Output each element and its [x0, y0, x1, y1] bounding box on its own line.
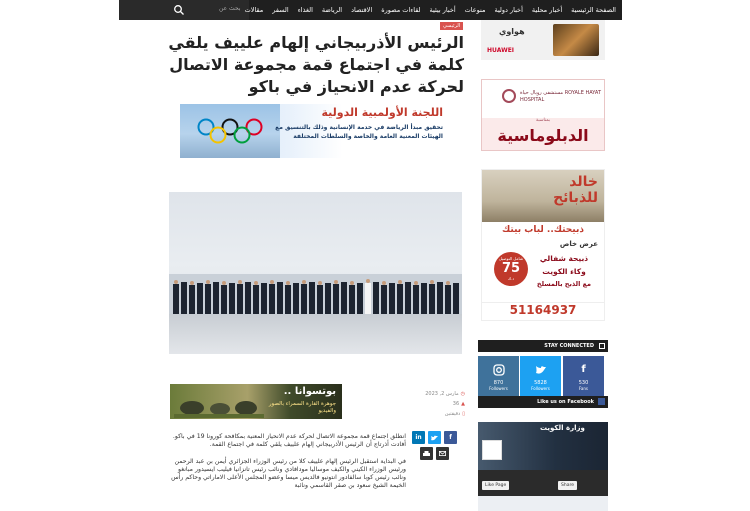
nav-item-economy[interactable]: الاقتصاد [351, 6, 373, 14]
article-title: الرئيس الأذربيجاني إلهام علييف يلقي كلمة في اجتماع قمة مجموعة الاتصال لحركة عدم الانحياز في باكو [168, 33, 464, 96]
hospital-ad-occasion: بمناسبة [535, 118, 551, 123]
sheep-ad-offer: عرض خاص [559, 240, 598, 248]
share-print-button[interactable] [420, 447, 433, 460]
twitter-count: 5828 [534, 380, 547, 386]
instagram-label: Followers [489, 386, 508, 391]
khaled-slaughter-ad[interactable] [481, 169, 605, 321]
twitter-icon [431, 435, 438, 441]
article-date: ◷مارس 2, 2023 [425, 391, 465, 397]
huawei-logo: HUAWEI [487, 47, 515, 54]
sheep-price-badge: شامل التوصيل 75 د.ك [494, 252, 528, 286]
sheep-ad-tagline: ذبيحتك.. لباب بيتك [502, 225, 584, 235]
share-twitter-button[interactable] [428, 431, 441, 444]
article-body [170, 433, 406, 499]
article-paragraph: في البداية استقبل الرئيس إلهام علييف كلا من رئيس الوزراء الجزائري أيمن بن عبد الرحمن ورئيس الوزراء الكيني والكيف موساليا مودافادي ونائب رئيس تانزانيا فيليب ايسيدور مبانغو ونائب رئيس كوبا سالفادور انتونيو فالديس ميسا وعضو المجلس الأعلى الاماراتي وحاكم رأس الخيمة الشيخ سعود بن صقر القاسمي ونائبة [171, 457, 406, 490]
elephants-image [174, 394, 264, 418]
book-icon: ▯ [462, 411, 465, 417]
photo-floor [169, 314, 462, 354]
hospital-logo-icon [502, 89, 516, 103]
facebook-page-widget[interactable] [478, 422, 608, 511]
nav-item-sports[interactable]: الرياضة [321, 6, 343, 14]
facebook-icon: f [449, 434, 452, 441]
facebook-like-page-button[interactable]: Like Page [482, 481, 509, 490]
top-navigation-bar [119, 0, 622, 20]
linkedin-icon: in [415, 434, 422, 441]
huawei-ad-word: هواوي [499, 27, 525, 36]
article-views: ▲36 [452, 401, 465, 407]
nav-item-environment[interactable]: أخبار بيئية [429, 6, 456, 14]
search-box[interactable] [119, 0, 249, 20]
sheep-ad-product-1: ذبيحة شفالي [539, 254, 589, 263]
facebook-share-button[interactable]: Share [558, 481, 577, 490]
sheep-ad-product-3: مع الذبح بالمسلخ [536, 280, 592, 288]
article-read-time: ▯دقيقتين [444, 411, 465, 417]
royale-hayat-hospital-ad[interactable] [481, 79, 605, 151]
facebook-icon [598, 398, 605, 405]
instagram-icon [493, 364, 505, 376]
share-email-button[interactable] [436, 447, 449, 460]
facebook-posts-area [478, 496, 608, 511]
email-icon [439, 451, 446, 456]
twitter-label: Followers [531, 386, 550, 391]
facebook-page-avatar[interactable] [482, 440, 502, 460]
facebook-label: Fans [578, 386, 588, 391]
olympic-rings-icon [194, 118, 266, 144]
instagram-count: 870 [493, 380, 504, 386]
sheep-ad-product-2: وكاء الكويت [542, 267, 586, 276]
print-icon [423, 451, 430, 457]
like-on-facebook-title: Like us on Facebook [537, 399, 594, 405]
botswana-ad-subtitle: جوهرة القارة السمراء بالصور والفيديو [268, 401, 336, 414]
nav-item-articles[interactable]: مقالات [244, 6, 264, 14]
facebook-icon: f [581, 364, 586, 375]
facebook-page-name[interactable]: وزارة الكويت [540, 424, 585, 432]
search-icon[interactable] [173, 4, 185, 16]
olympic-ad-subtitle: تحقيق مبدأ الرياضة في خدمة الإنسانية وذلك بالتنسيق مع الهيئات المعنية العامة والخاصة والسلطات المختلفة [275, 124, 443, 140]
nav-item-home[interactable]: الصفحة الرئيسية [571, 6, 616, 14]
twitter-icon [535, 364, 547, 376]
nav-item-travel[interactable]: السفر [272, 6, 289, 14]
article-paragraph: انطلق اجتماع قمة مجموعة الاتصال لحركة عدم الانحياز المعنية بمكافحة كورونا 19 في باكو. أفادت أذرتاج أن الرئيس الأذربيجاني إلهام علييف يلقي كلمة في اجتماع القمة. [172, 433, 406, 449]
huawei-product-image [553, 24, 599, 56]
olympic-committee-banner-ad[interactable] [180, 104, 451, 158]
stay-connected-header [478, 340, 608, 352]
fire-icon: ▲ [461, 401, 465, 407]
share-facebook-button[interactable] [444, 431, 457, 444]
nav-item-misc[interactable]: منوعات [464, 6, 486, 14]
like-on-facebook-header [478, 396, 608, 408]
share-icon [599, 343, 605, 349]
facebook-count: 530 [578, 380, 589, 386]
share-linkedin-button[interactable] [412, 431, 425, 444]
clock-icon: ◷ [460, 391, 465, 397]
nav-item-interviews[interactable]: لقاءات مصورة [381, 6, 421, 14]
hospital-name: مستشفى رويال حياة ROYALE HAYAT HOSPITAL [520, 90, 601, 103]
summit-group-photo [169, 274, 462, 314]
stay-connected-title: STAY CONNECTED [544, 343, 594, 349]
article-main-photo [169, 192, 462, 354]
hospital-ad-headline: الدبلوماسية [497, 126, 589, 145]
sheep-ad-brand: خالد للذبائح [553, 174, 598, 206]
article-meta [410, 389, 465, 419]
search-input[interactable]: بحث عن [219, 5, 241, 12]
nav-item-international-news[interactable]: أخبار دولية [494, 6, 523, 14]
botswana-banner-ad[interactable] [170, 384, 342, 419]
nav-item-food[interactable]: الغذاء [297, 6, 313, 14]
sheep-ad-phone: 51164937 [482, 302, 604, 320]
botswana-ad-title: بوتسوانا .. [283, 386, 336, 397]
nav-item-local-news[interactable]: أخبار محلية [531, 6, 563, 14]
category-tag[interactable]: الرئيسي [440, 22, 463, 30]
huawei-ad[interactable] [481, 20, 605, 60]
olympic-ad-title: اللجنة الأولمبية الدولية [321, 106, 443, 119]
hospital-ad-header [482, 80, 604, 118]
